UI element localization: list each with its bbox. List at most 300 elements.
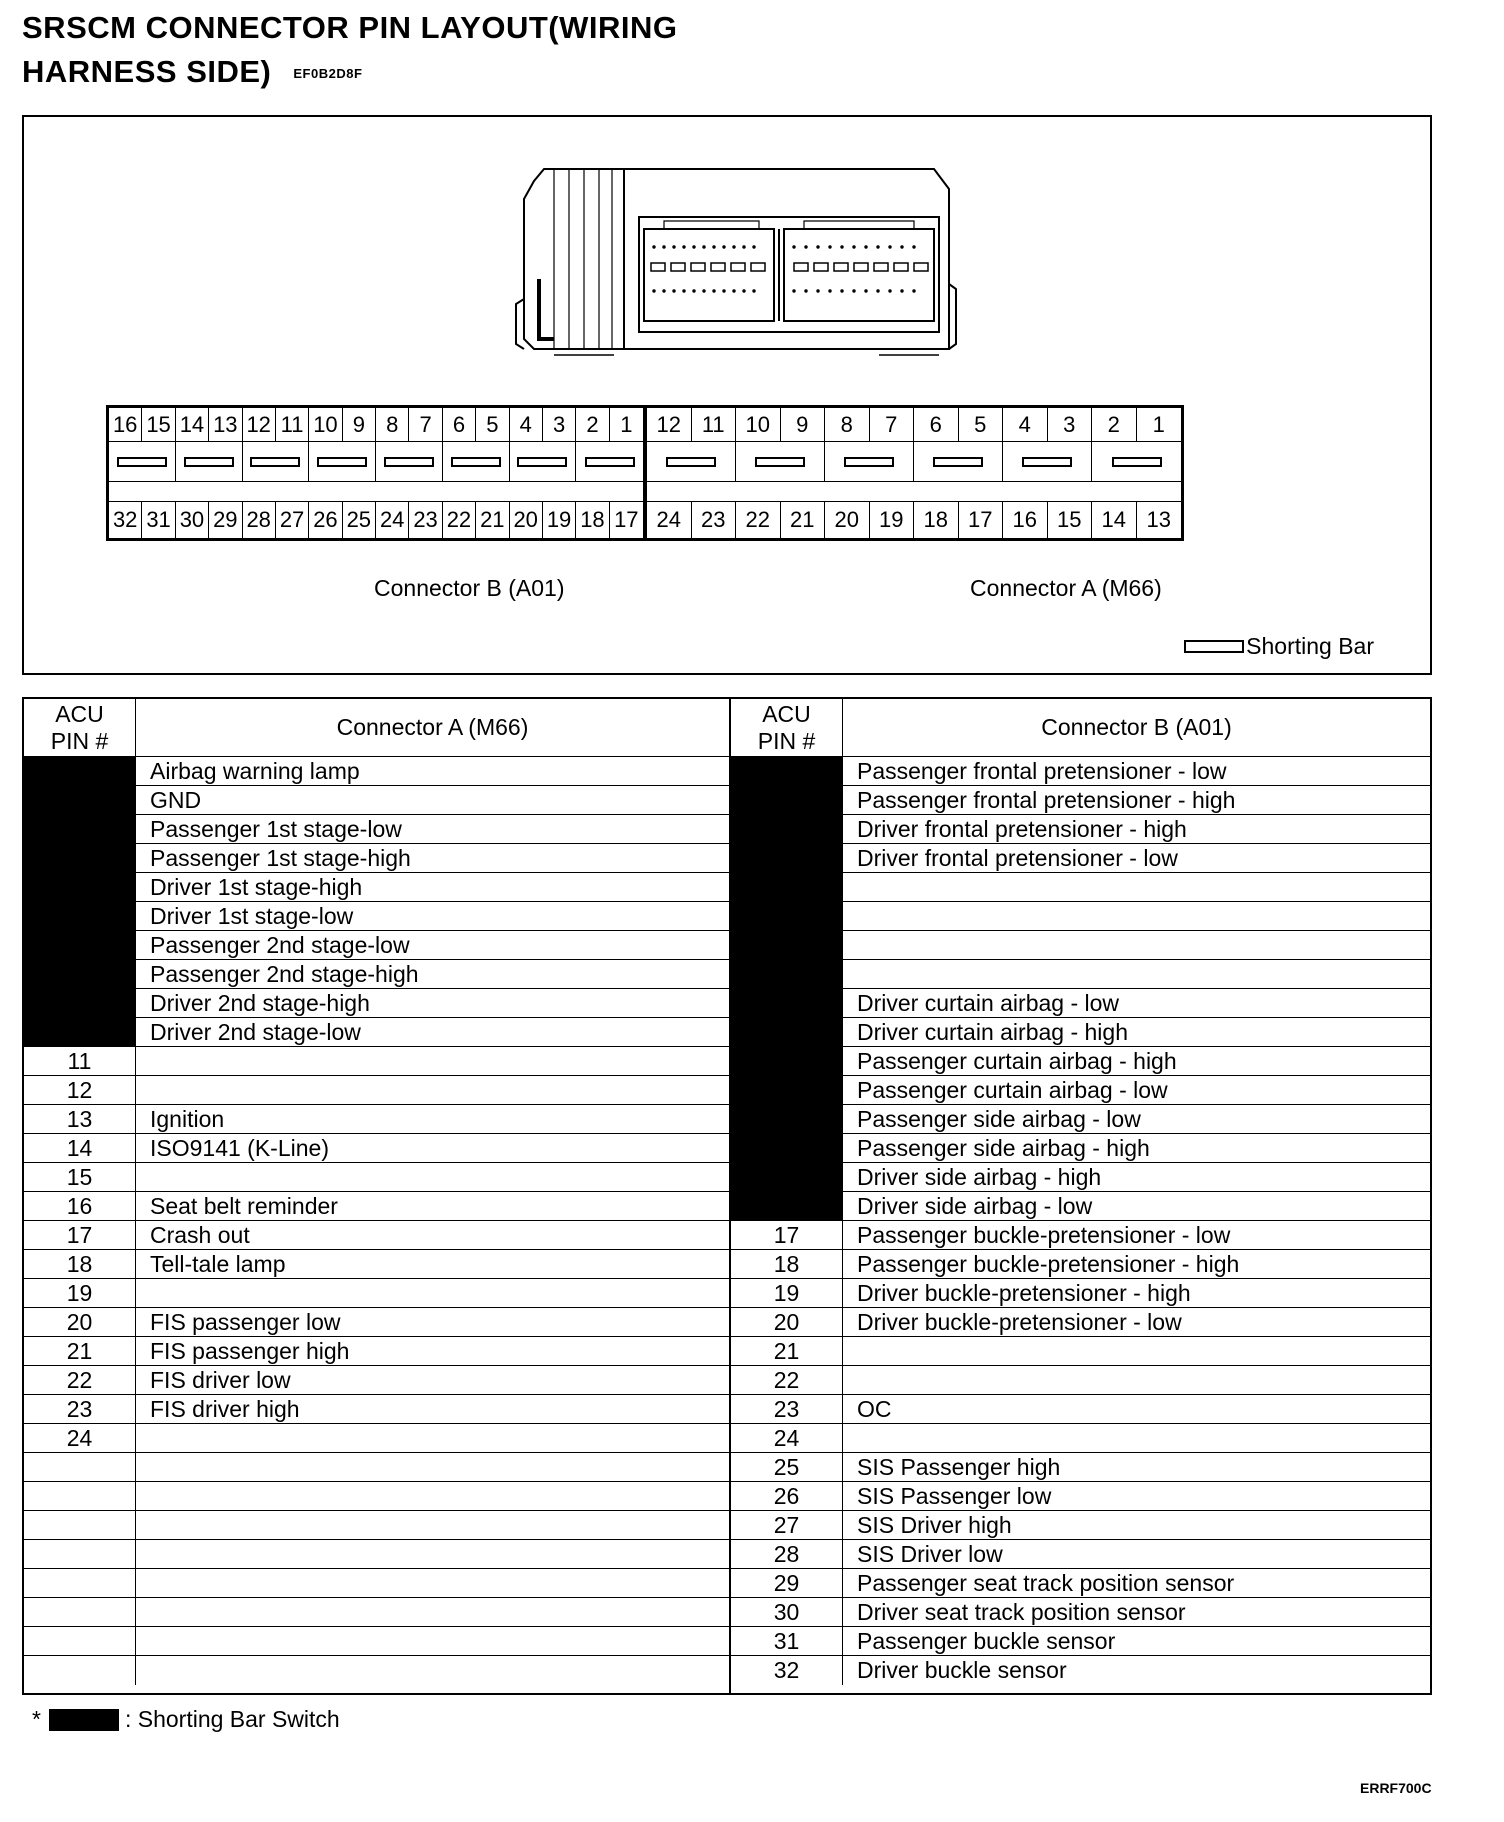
connector-a-shorting-bar — [736, 442, 825, 482]
connector-b-pin-13: 13 — [209, 408, 242, 442]
table-row — [731, 1569, 1430, 1598]
table-row — [731, 1279, 1430, 1308]
pin-number — [24, 1627, 136, 1656]
shorting-bar-icon — [317, 457, 367, 467]
connector-a-pin-10: 10 — [736, 408, 781, 442]
connector-b-shorting-bar — [309, 442, 376, 482]
connector-b-pin-6: 6 — [443, 408, 476, 442]
pin-number: 22 — [731, 1366, 843, 1395]
footnote-asterisk: * — [32, 1706, 41, 1732]
pin-description — [843, 931, 857, 960]
shorting-bar-icon — [585, 457, 635, 467]
pin-description — [136, 1163, 150, 1192]
pin-description: Crash out — [150, 1222, 250, 1248]
table-row — [731, 902, 1430, 931]
table-row — [24, 1395, 729, 1424]
connector-a-header: Connector A (M66) — [136, 699, 729, 757]
pin-description: Passenger 1st stage-high — [150, 845, 411, 871]
pin-number: 19 — [731, 1279, 843, 1308]
pin-description: Passenger buckle-pretensioner - low — [857, 1222, 1231, 1248]
pin-description: Driver frontal pretensioner - high — [857, 816, 1187, 842]
connector-a-pin-24: 24 — [647, 502, 692, 538]
connector-b-pin-7: 7 — [409, 408, 442, 442]
pin-number: 11 — [24, 1047, 136, 1076]
shorting-bar-switch-cell — [24, 844, 136, 873]
table-row — [24, 786, 729, 815]
shorting-bar-icon — [451, 457, 501, 467]
table-row — [24, 931, 729, 960]
connector-b-pin-2: 2 — [576, 408, 609, 442]
connector-a-pin-12: 12 — [647, 408, 692, 442]
table-row — [24, 1076, 729, 1105]
connector-a-pin-18: 18 — [914, 502, 959, 538]
connector-b-pin-23: 23 — [409, 502, 442, 538]
shorting-bar-icon — [755, 457, 805, 467]
pin-number: 19 — [24, 1279, 136, 1308]
connector-a-pin-6: 6 — [914, 408, 959, 442]
table-row — [24, 960, 729, 989]
pin-description — [136, 1076, 150, 1105]
pin-number: 14 — [24, 1134, 136, 1163]
shorting-bar-switch-cell — [24, 931, 136, 960]
table-row — [731, 1076, 1430, 1105]
connector-b-pin-29: 29 — [209, 502, 242, 538]
shorting-bar-icon — [384, 457, 434, 467]
connector-b-pin-26: 26 — [309, 502, 342, 538]
pin-description: Passenger buckle sensor — [857, 1628, 1116, 1654]
table-row — [731, 1105, 1430, 1134]
table-row — [24, 1250, 729, 1279]
table-row — [24, 1105, 729, 1134]
shorting-bar-switch-cell — [731, 786, 843, 815]
pin-description — [136, 1047, 150, 1076]
table-row — [731, 931, 1430, 960]
pin-number — [24, 1540, 136, 1569]
shorting-bar-switch-cell — [731, 1105, 843, 1134]
table-row — [24, 815, 729, 844]
table-row — [731, 844, 1430, 873]
pin-description: FIS passenger high — [150, 1338, 350, 1364]
pin-number: 23 — [731, 1395, 843, 1424]
pin-number: 18 — [731, 1250, 843, 1279]
table-row — [731, 1192, 1430, 1221]
pin-number — [24, 1482, 136, 1511]
table-row — [24, 1337, 729, 1366]
pin-description — [136, 1540, 150, 1569]
table-row — [731, 1134, 1430, 1163]
pin-description — [843, 1337, 857, 1366]
connector-a-pin-grid — [644, 405, 1184, 541]
connector-a-pin-22: 22 — [736, 502, 781, 538]
table-row — [731, 1163, 1430, 1192]
pin-description: FIS passenger low — [150, 1309, 341, 1335]
table-row — [24, 1192, 729, 1221]
pin-header-line-1: ACU — [55, 700, 104, 727]
pin-description: GND — [150, 787, 202, 813]
shorting-bar-switch-cell — [24, 902, 136, 931]
pin-number: 26 — [731, 1482, 843, 1511]
connector-a-pin-17: 17 — [959, 502, 1004, 538]
table-row — [731, 1482, 1430, 1511]
connector-b-shorting-bar — [243, 442, 310, 482]
pin-description: Driver seat track position sensor — [857, 1599, 1186, 1625]
connector-b-pin-30: 30 — [176, 502, 209, 538]
shorting-bar-switch-cell — [731, 989, 843, 1018]
connector-b-pin-20: 20 — [510, 502, 543, 538]
pin-description: OC — [857, 1396, 892, 1422]
title-line-1: SRSCM CONNECTOR PIN LAYOUT(WIRING — [22, 10, 678, 45]
connector-b-shorting-bar — [176, 442, 243, 482]
pin-description — [843, 873, 857, 902]
connector-a-pin-9: 9 — [781, 408, 826, 442]
table-row — [731, 1540, 1430, 1569]
connector-a-shorting-bar — [1092, 442, 1181, 482]
pin-number: 18 — [24, 1250, 136, 1279]
pin-number: 16 — [24, 1192, 136, 1221]
connector-b-pin-28: 28 — [243, 502, 276, 538]
connector-b-blank-row — [109, 482, 643, 502]
connector-a-pin-16: 16 — [1003, 502, 1048, 538]
pin-number: 20 — [731, 1308, 843, 1337]
table-row — [24, 1018, 729, 1047]
pin-description: Passenger 1st stage-low — [150, 816, 402, 842]
shorting-bar-switch-cell — [731, 844, 843, 873]
pin-description — [843, 1366, 857, 1395]
pin-description — [136, 1569, 150, 1598]
table-row — [24, 1134, 729, 1163]
shorting-bar-switch-cell — [731, 815, 843, 844]
table-row — [24, 1163, 729, 1192]
connector-a-pin-3: 3 — [1048, 408, 1093, 442]
connector-b-pin-grid — [106, 405, 646, 541]
pin-description — [136, 1453, 150, 1482]
document-code: ERRF700C — [1360, 1780, 1432, 1796]
connector-b-pin-9: 9 — [343, 408, 376, 442]
connector-b-pin-14: 14 — [176, 408, 209, 442]
srscm-module-illustration — [494, 159, 1054, 369]
pin-number: 15 — [24, 1163, 136, 1192]
pin-number — [24, 1569, 136, 1598]
pin-description: Passenger frontal pretensioner - high — [857, 787, 1236, 813]
pin-number: 24 — [731, 1424, 843, 1453]
connector-a-pin-header — [24, 699, 136, 757]
pin-description: Airbag warning lamp — [150, 758, 360, 784]
table-row — [731, 873, 1430, 902]
connector-a-shorting-bar — [825, 442, 914, 482]
shorting-bar-switch-cell — [731, 873, 843, 902]
connector-b-pin-12: 12 — [243, 408, 276, 442]
table-row — [731, 1366, 1430, 1395]
shorting-bar-switch-cell — [731, 960, 843, 989]
pin-number: 28 — [731, 1540, 843, 1569]
shorting-bar-icon — [933, 457, 983, 467]
shorting-bar-switch-swatch — [49, 1709, 119, 1731]
table-row — [731, 1598, 1430, 1627]
table-row — [731, 1221, 1430, 1250]
shorting-bar-switch-cell — [731, 902, 843, 931]
connector-a-shorting-bar — [1003, 442, 1092, 482]
table-row — [731, 786, 1430, 815]
shorting-bar-icon — [184, 457, 234, 467]
connector-a-label: Connector A (M66) — [970, 575, 1162, 601]
pin-description — [136, 1482, 150, 1511]
pin-number — [24, 1656, 136, 1685]
connector-a-pin-15: 15 — [1048, 502, 1093, 538]
connector-b-pin-24: 24 — [376, 502, 409, 538]
connector-b-pin-header — [731, 699, 843, 757]
table-row — [24, 902, 729, 931]
shorting-bar-switch-cell — [24, 786, 136, 815]
table-row — [24, 1598, 729, 1627]
connector-b-pin-31: 31 — [142, 502, 175, 538]
title-line-2-text: HARNESS SIDE) — [22, 54, 272, 89]
pin-description: Driver 1st stage-high — [150, 874, 363, 900]
pin-description: Driver 1st stage-low — [150, 903, 354, 929]
pin-description: Passenger side airbag - low — [857, 1106, 1141, 1132]
shorting-bar-switch-cell — [731, 1018, 843, 1047]
table-row — [731, 757, 1430, 786]
connector-a-pin-13: 13 — [1146, 507, 1171, 532]
table-row — [24, 873, 729, 902]
pin-description: Passenger side airbag - high — [857, 1135, 1150, 1161]
table-row — [24, 1453, 729, 1482]
pin-description: Passenger 2nd stage-high — [150, 961, 419, 987]
connector-b-pin-3: 3 — [543, 408, 576, 442]
table-row — [731, 815, 1430, 844]
pin-description: Passenger seat track position sensor — [857, 1570, 1235, 1596]
pin-number: 31 — [731, 1627, 843, 1656]
pin-description: Driver 2nd stage-low — [150, 1019, 361, 1045]
pin-description: SIS Driver low — [857, 1541, 1003, 1567]
connector-a-pin-7: 7 — [870, 408, 915, 442]
connector-a-shorting-bar — [647, 442, 736, 482]
connector-b-pin-16: 16 — [109, 408, 142, 442]
pin-description: Driver buckle-pretensioner - low — [857, 1309, 1182, 1335]
connector-b-pin-1: 1 — [610, 408, 643, 442]
connector-a-pin-11: 11 — [692, 408, 737, 442]
pin-number: 23 — [24, 1395, 136, 1424]
connector-b-pin-8: 8 — [376, 408, 409, 442]
connector-b-pin-10: 10 — [309, 408, 342, 442]
connector-a-pin-4: 4 — [1003, 408, 1048, 442]
pin-number: 24 — [24, 1424, 136, 1453]
pin-description: ISO9141 (K-Line) — [150, 1135, 329, 1161]
table-row — [24, 1627, 729, 1656]
table-row — [24, 844, 729, 873]
pin-number: 25 — [731, 1453, 843, 1482]
pin-description: Driver side airbag - high — [857, 1164, 1102, 1190]
pin-description: SIS Passenger high — [857, 1454, 1061, 1480]
pin-description — [136, 1279, 150, 1308]
shorting-bar-switch-cell — [731, 1076, 843, 1105]
connector-figure — [22, 115, 1432, 675]
connector-b-pin-11: 11 — [276, 408, 309, 442]
pin-description — [136, 1598, 150, 1627]
title-code: EF0B2D8F — [293, 65, 363, 81]
connector-a-pin-1: 1 — [1137, 408, 1182, 442]
shorting-bar-switch-cell — [731, 1163, 843, 1192]
connector-b-header: Connector B (A01) — [843, 699, 1430, 757]
table-row — [24, 757, 729, 786]
table-row — [731, 1250, 1430, 1279]
pin-description — [843, 960, 857, 989]
pin-description — [843, 1424, 857, 1453]
shorting-bar-icon — [1184, 640, 1244, 653]
connector-a-pin-23: 23 — [692, 502, 737, 538]
connector-b-shorting-bar — [443, 442, 510, 482]
pin-number: 27 — [731, 1511, 843, 1540]
table-row — [731, 1395, 1430, 1424]
connector-a-pin-2: 2 — [1092, 408, 1137, 442]
pin-description: Ignition — [150, 1106, 225, 1132]
pin-description — [843, 902, 857, 931]
connector-a-pin-21: 21 — [781, 502, 826, 538]
table-row — [731, 1511, 1430, 1540]
table-row — [24, 1221, 729, 1250]
table-row — [731, 1656, 1430, 1685]
pin-description: Seat belt reminder — [150, 1193, 338, 1219]
pin-number: 21 — [731, 1337, 843, 1366]
pin-description: Passenger frontal pretensioner - low — [857, 758, 1227, 784]
shorting-bar-legend — [1184, 633, 1374, 660]
table-row — [24, 1424, 729, 1453]
pin-description: Tell-tale lamp — [150, 1251, 286, 1277]
table-row — [731, 1308, 1430, 1337]
pin-number: 17 — [24, 1221, 136, 1250]
pin-description: SIS Driver high — [857, 1512, 1012, 1538]
shorting-bar-switch-cell — [731, 757, 843, 786]
connector-a-pin-8: 8 — [825, 408, 870, 442]
pin-number: 12 — [24, 1076, 136, 1105]
pin-description: Passenger curtain airbag - low — [857, 1077, 1168, 1103]
connector-b-pin-17: 17 — [614, 507, 639, 532]
connector-b-shorting-bar — [510, 442, 577, 482]
pin-description — [136, 1424, 150, 1453]
shorting-bar-icon — [517, 457, 567, 467]
connector-a-pin-14: 14 — [1092, 502, 1137, 538]
pin-description: Passenger buckle-pretensioner - high — [857, 1251, 1240, 1277]
pin-description: FIS driver high — [150, 1396, 300, 1422]
connector-b-pin-15: 15 — [142, 408, 175, 442]
pin-description: Passenger curtain airbag - high — [857, 1048, 1177, 1074]
shorting-bar-icon — [1112, 457, 1162, 467]
connector-b-pin-19: 19 — [543, 502, 576, 538]
pin-number — [24, 1511, 136, 1540]
connector-b-shorting-bar — [376, 442, 443, 482]
table-row — [731, 1453, 1430, 1482]
shorting-bar-switch-cell — [24, 873, 136, 902]
connector-b-pin-22: 22 — [443, 502, 476, 538]
pin-description — [136, 1656, 150, 1685]
pin-header-line-2: PIN # — [757, 727, 816, 754]
connector-b-pin-27: 27 — [276, 502, 309, 538]
connector-b-pin-4: 4 — [510, 408, 543, 442]
connector-b-label: Connector B (A01) — [374, 575, 565, 601]
connector-b-shorting-bar — [576, 442, 643, 482]
connector-b-shorting-bar — [109, 442, 176, 482]
pin-description — [136, 1511, 150, 1540]
pin-number: 17 — [731, 1221, 843, 1250]
shorting-bar-switch-cell — [731, 931, 843, 960]
table-row — [731, 1424, 1430, 1453]
pin-number: 20 — [24, 1308, 136, 1337]
table-row — [731, 1047, 1430, 1076]
table-row — [731, 1018, 1430, 1047]
shorting-bar-icon — [250, 457, 300, 467]
connector-b-pin-21: 21 — [476, 502, 509, 538]
pin-description: Driver side airbag - low — [857, 1193, 1093, 1219]
connector-b-pin-18: 18 — [576, 502, 609, 538]
pin-header-line-1: ACU — [762, 700, 811, 727]
pin-number: 22 — [24, 1366, 136, 1395]
connector-a-shorting-bar — [914, 442, 1003, 482]
page-title — [22, 6, 677, 96]
pin-description: Driver 2nd stage-high — [150, 990, 370, 1016]
pin-assignment-table — [22, 697, 1432, 1695]
shorting-bar-switch-cell — [731, 1192, 843, 1221]
pin-number — [24, 1453, 136, 1482]
table-row — [24, 1047, 729, 1076]
shorting-bar-switch-cell — [24, 1018, 136, 1047]
pin-description: Passenger 2nd stage-low — [150, 932, 410, 958]
connector-a-pin-20: 20 — [825, 502, 870, 538]
table-row — [731, 1627, 1430, 1656]
pin-description: FIS driver low — [150, 1367, 291, 1393]
shorting-bar-switch-cell — [24, 989, 136, 1018]
connector-a-blank-row — [647, 482, 1181, 502]
footnote-text: : Shorting Bar Switch — [124, 1706, 340, 1732]
table-row — [24, 1482, 729, 1511]
connector-a-pin-5: 5 — [959, 408, 1004, 442]
pin-description: Driver frontal pretensioner - low — [857, 845, 1178, 871]
table-row — [731, 960, 1430, 989]
table-row — [731, 1337, 1430, 1366]
pin-number: 13 — [24, 1105, 136, 1134]
shorting-bar-switch-cell — [24, 757, 136, 786]
connector-b-pin-25: 25 — [343, 502, 376, 538]
shorting-bar-icon — [844, 457, 894, 467]
shorting-bar-switch-cell — [731, 1134, 843, 1163]
title-line-2 — [22, 50, 677, 96]
pin-description: Driver buckle-pretensioner - high — [857, 1280, 1191, 1306]
footnote — [32, 1706, 340, 1733]
shorting-bar-icon — [666, 457, 716, 467]
shorting-bar-icon — [117, 457, 167, 467]
table-row — [24, 1540, 729, 1569]
pin-number — [24, 1598, 136, 1627]
pin-number: 29 — [731, 1569, 843, 1598]
pin-description: Driver curtain airbag - high — [857, 1019, 1129, 1045]
table-row — [24, 1366, 729, 1395]
connector-b-pin-32: 32 — [109, 502, 142, 538]
table-row — [24, 1569, 729, 1598]
pin-header-line-2: PIN # — [50, 727, 109, 754]
pin-description: Driver curtain airbag - low — [857, 990, 1120, 1016]
table-row — [24, 1511, 729, 1540]
shorting-bar-switch-cell — [731, 1047, 843, 1076]
pin-description — [136, 1627, 150, 1656]
pin-number: 21 — [24, 1337, 136, 1366]
pin-number: 30 — [731, 1598, 843, 1627]
pin-description: SIS Passenger low — [857, 1483, 1052, 1509]
shorting-bar-icon — [1022, 457, 1072, 467]
table-row — [24, 989, 729, 1018]
table-row — [24, 1656, 729, 1685]
table-row — [731, 989, 1430, 1018]
table-row — [24, 1279, 729, 1308]
connector-b-pin-5: 5 — [476, 408, 509, 442]
pin-description: Driver buckle sensor — [857, 1657, 1067, 1683]
